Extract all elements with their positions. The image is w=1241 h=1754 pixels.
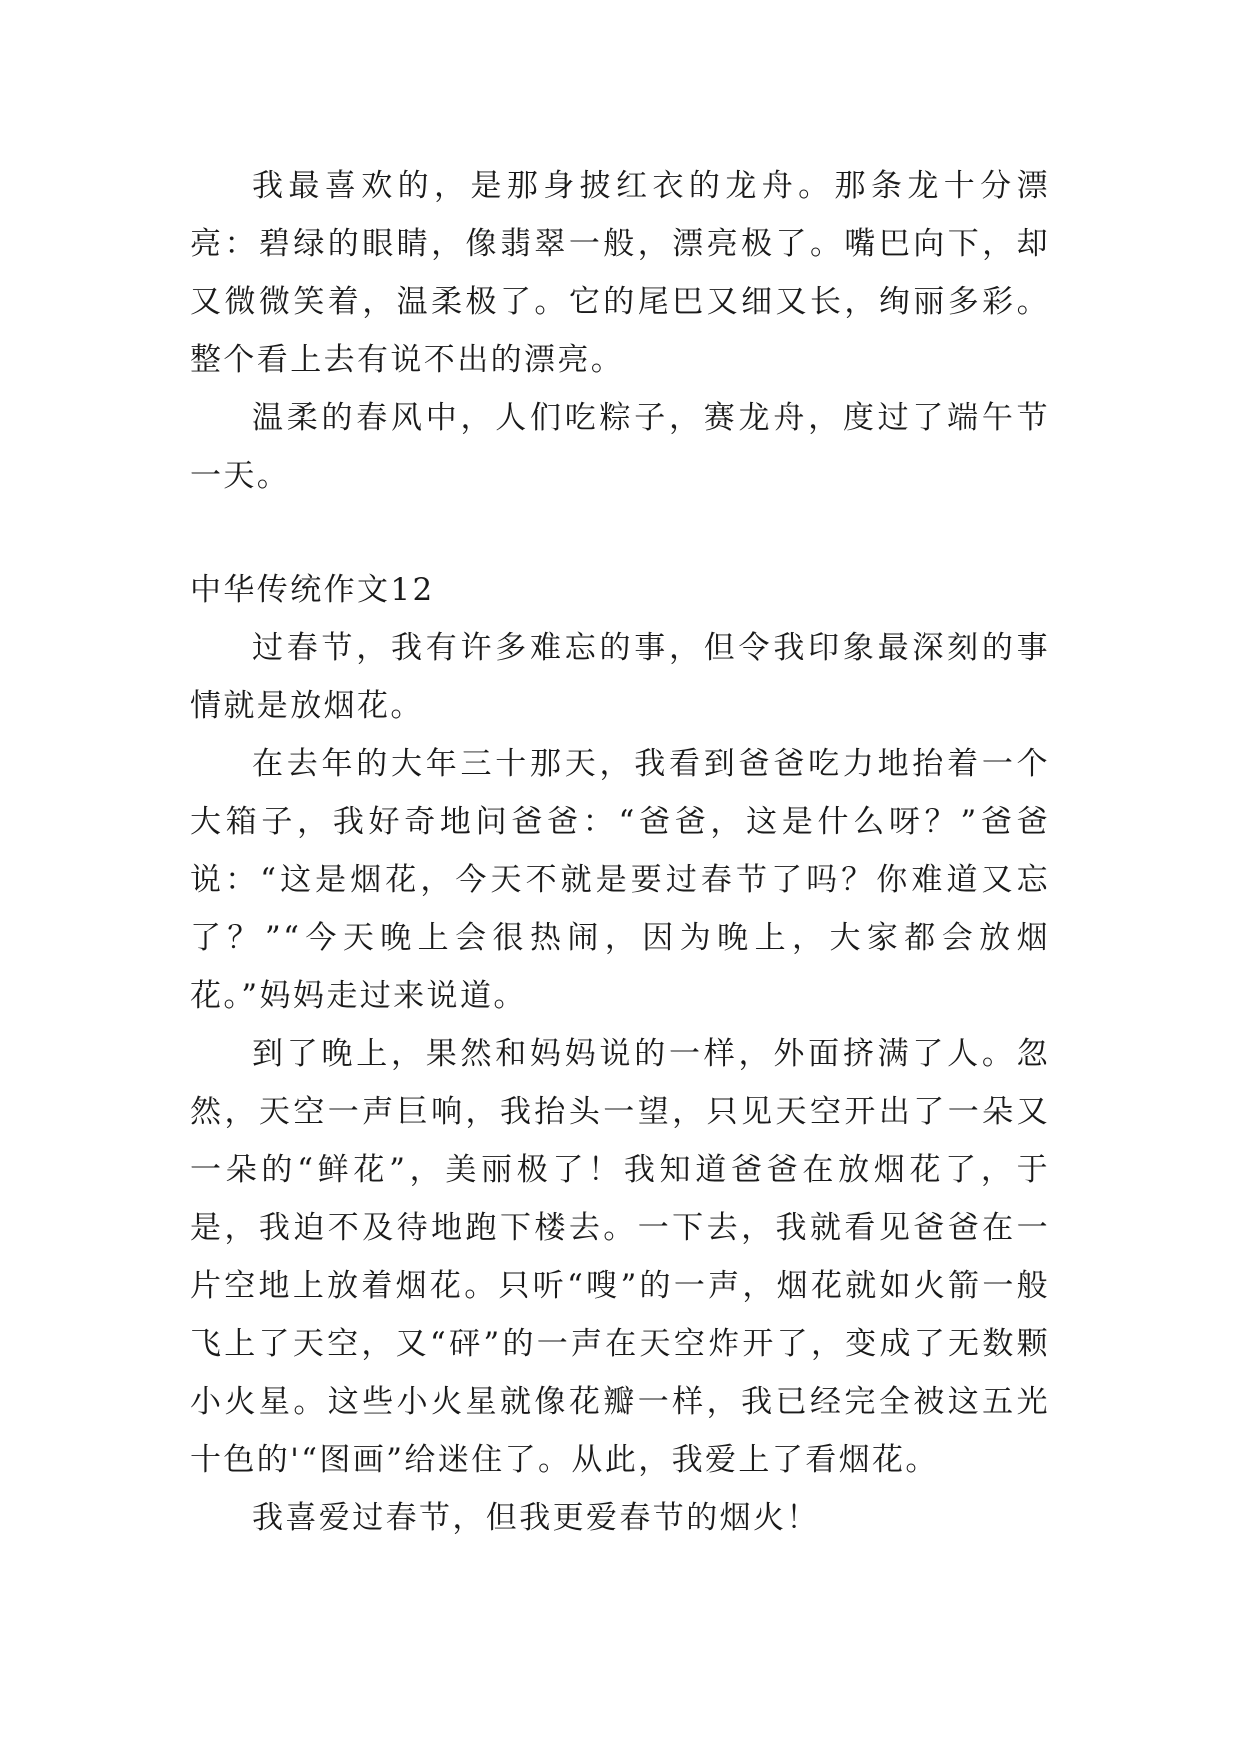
- paragraph: 温柔的春风中，人们吃粽子，赛龙舟，度过了端午节一天。: [190, 400, 1050, 494]
- essay-section-dragon-boat: [190, 157, 1050, 505]
- paragraph: 在去年的大年三十那天，我看到爸爸吃力地抬着一个大箱子，我好奇地问爸爸：“爸爸，这是什么呀？”爸爸说：“这是烟花，今天不就是要过春节了吗？你难道又忘了？”“今天晚上会很热闹，因为晚上，大家都会放烟花。”妈妈走过来说道。: [190, 746, 1050, 1014]
- paragraph: 过春节，我有许多难忘的事，但令我印象最深刻的事情就是放烟花。: [190, 630, 1050, 724]
- paragraph: 我喜爱过春节，但我更爱春节的烟火！: [252, 1500, 820, 1536]
- essay-title: 中华传统作文12: [190, 572, 435, 608]
- paragraph: 我最喜欢的，是那身披红衣的龙舟。那条龙十分漂亮：碧绿的眼睛，像翡翠一般，漂亮极了。嘴巴向下，却又微微笑着，温柔极了。它的尾巴又细又长，绚丽多彩。整个看上去有说不出的漂亮。: [190, 168, 1050, 378]
- paragraph: 到了晚上，果然和妈妈说的一样，外面挤满了人。忽然，天空一声巨响，我抬头一望，只见天空开出了一朵又一朵的“鲜花”，美丽极了！我知道爸爸在放烟花了，于是，我迫不及待地跑下楼去。一下去，我就看见爸爸在一片空地上放着烟花。只听“嗖”的一声，烟花就如火箭一般飞上了天空，又“砰”的一声在天空炸开了，变成了无数颗小火星。这些小火星就像花瓣一样，我已经完全被这五光十色的'“图画”给迷住了。从此，我爱上了看烟花。: [190, 1036, 1050, 1478]
- essay-section-spring-festival: [190, 561, 1050, 1547]
